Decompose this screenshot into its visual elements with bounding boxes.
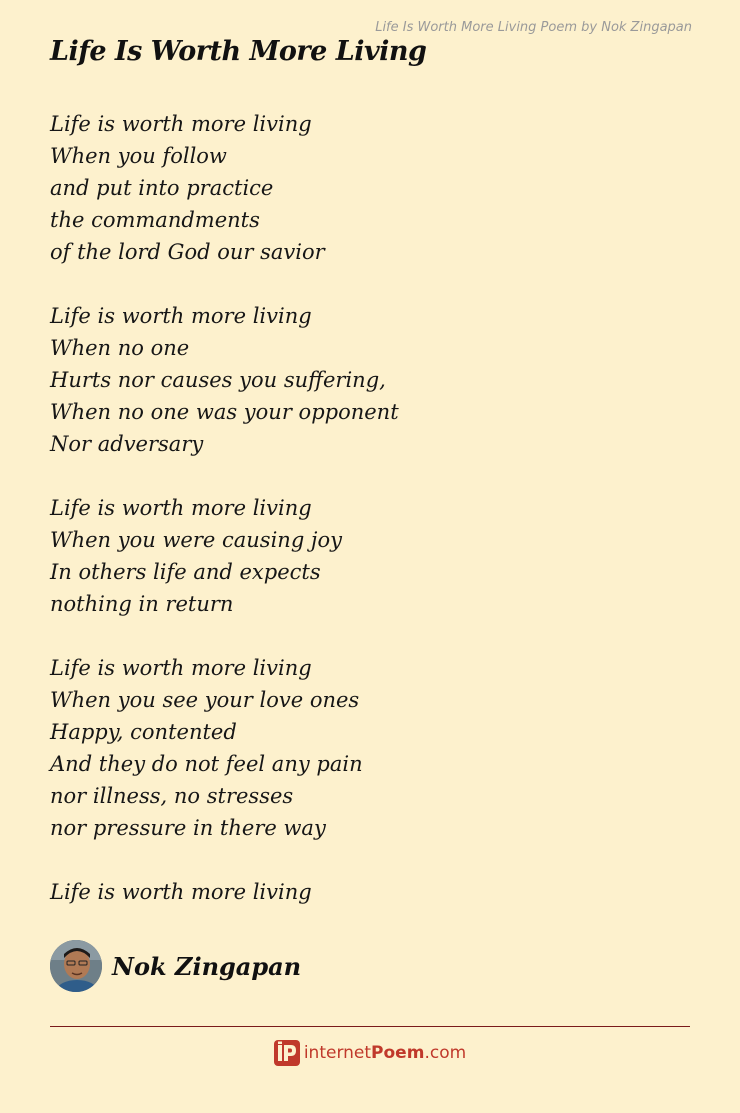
poem-title: Life Is Worth More Living <box>50 36 427 67</box>
poem-line: and put into practice <box>50 176 274 200</box>
stanza <box>50 108 650 268</box>
author-photo-icon <box>50 940 102 992</box>
poem-line: Life is worth more living <box>50 112 312 136</box>
poem-line: Life is worth more living <box>50 304 312 328</box>
poem-line: When you were causing joy <box>50 528 342 552</box>
footer-divider <box>50 1026 690 1027</box>
stanza <box>50 876 650 908</box>
poem-line: of the lord God our savior <box>50 240 325 264</box>
poem-body <box>50 108 650 940</box>
poem-line: And they do not feel any pain <box>50 752 363 776</box>
poem-line: Life is worth more living <box>50 496 312 520</box>
author-name[interactable]: Nok Zingapan <box>112 951 302 981</box>
author-avatar[interactable] <box>50 940 102 992</box>
brand-name[interactable] <box>304 1043 466 1063</box>
brand-part-internet: internet <box>303 1043 372 1063</box>
poem-line: When no one <box>50 336 190 360</box>
stanza <box>50 492 650 620</box>
poem-line: In others life and expects <box>50 560 321 584</box>
poem-line: nor illness, no stresses <box>50 784 294 808</box>
poem-line: Life is worth more living <box>50 656 312 680</box>
stanza <box>50 300 650 460</box>
poem-line: Nor adversary <box>50 432 204 456</box>
stanza <box>50 652 650 844</box>
footer-logo[interactable] <box>0 1037 740 1069</box>
poem-line: nor pressure in there way <box>50 816 326 840</box>
brand-part-poem: Poem <box>371 1043 425 1063</box>
author-block[interactable] <box>50 940 301 992</box>
brand-part-com: .com <box>424 1043 467 1063</box>
internetpoem-logo-icon <box>274 1040 300 1066</box>
page-caption: Life Is Worth More Living Poem by Nok Zingapan <box>375 20 692 35</box>
poem-line: Hurts nor causes you suffering, <box>50 368 386 392</box>
poem-line: Happy, contented <box>50 720 237 744</box>
poem-line: nothing in return <box>50 592 234 616</box>
poem-line: When you follow <box>50 144 227 168</box>
poem-line: When no one was your opponent <box>50 400 399 424</box>
poem-line: Life is worth more living <box>50 880 312 904</box>
poem-line: When you see your love ones <box>50 688 360 712</box>
poem-line: the commandments <box>50 208 260 232</box>
